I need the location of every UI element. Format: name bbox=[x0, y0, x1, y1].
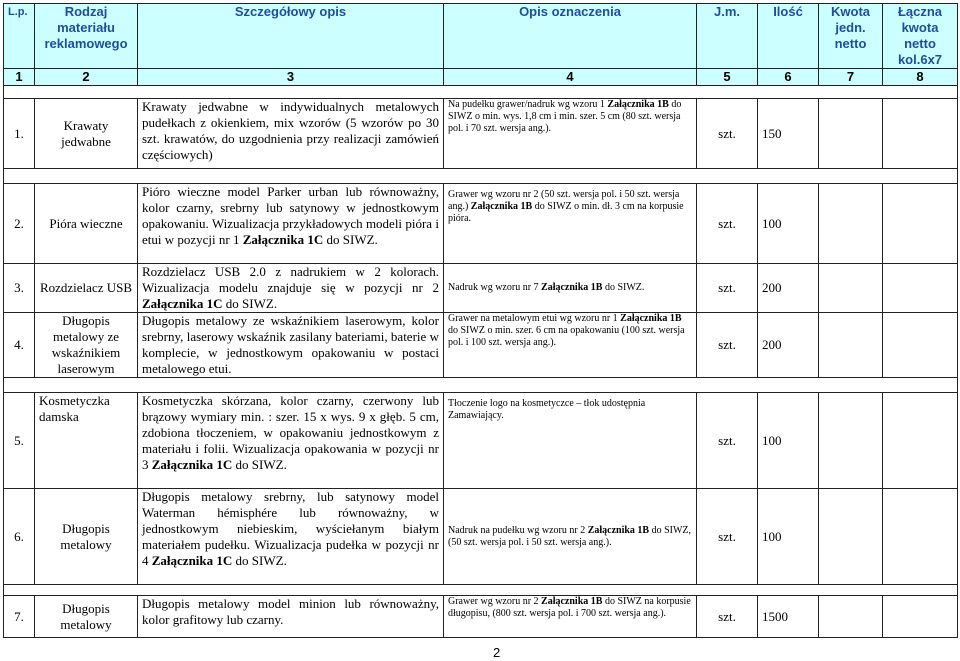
header-laczna: Łączna kwota netto kol.6x7 bbox=[883, 4, 958, 69]
row-material: Długopis metalowy bbox=[35, 596, 138, 638]
row-oznaczenia bbox=[444, 184, 697, 264]
row-lp: 1. bbox=[4, 99, 35, 169]
row-material: Rozdzielacz USB bbox=[35, 264, 138, 313]
row-oznaczenia bbox=[444, 264, 697, 313]
row-laczna bbox=[883, 393, 958, 489]
row-jm: szt. bbox=[697, 313, 758, 378]
row-ilosc: 200 bbox=[758, 264, 819, 313]
row-opis: Długopis metalowy model minion lub równoważny, kolor grafitowy lub czarny. bbox=[138, 596, 444, 638]
col-number: 7 bbox=[819, 69, 883, 86]
row-lp: 6. bbox=[4, 489, 35, 585]
row-oznaczenia: Tłoczenie logo na kosmetyczce – tłok udostępnia Zamawiający. bbox=[444, 393, 697, 489]
row-material: Pióra wieczne bbox=[35, 184, 138, 264]
text: do SIWZ na korpusie długopisu, (800 szt. wersja pol. i 700 szt. wersja ang.). bbox=[448, 596, 691, 619]
row-jm: szt. bbox=[697, 184, 758, 264]
specification-table bbox=[3, 3, 958, 638]
annex-ref: Załącznika 1B bbox=[607, 99, 669, 110]
header-opis: Szczegółowy opis bbox=[138, 4, 444, 69]
text: Grawer na metalowym etui wg wzoru nr 1 bbox=[448, 313, 621, 324]
row-kwota bbox=[819, 313, 883, 378]
header-row bbox=[4, 4, 958, 69]
annex-ref: Załącznika 1B bbox=[587, 524, 650, 536]
col-number: 1 bbox=[4, 69, 35, 86]
row-kwota bbox=[819, 596, 883, 638]
annex-ref: Załącznika 1B bbox=[620, 313, 682, 324]
col-number: 3 bbox=[138, 69, 444, 86]
table-row bbox=[4, 264, 958, 313]
text: do SIWZ o min. szer. 6 cm na opakowaniu (100 szt. wersja pol. i 100 szt. wersja ang.). bbox=[448, 325, 685, 348]
row-ilosc: 1500 bbox=[758, 596, 819, 638]
text: do SIWZ. bbox=[323, 232, 378, 247]
annex-ref: Załącznika 1B bbox=[541, 282, 603, 293]
row-ilosc: 150 bbox=[758, 99, 819, 169]
col-number: 4 bbox=[444, 69, 697, 86]
annex-ref: Załącznika 1B bbox=[541, 596, 603, 607]
text: do SIWZ o min. wys. 1,8 cm i min. szer. 5 cm (80 szt. wersja pol. i 70 szt. wersja ang.). bbox=[448, 99, 682, 134]
row-jm: szt. bbox=[697, 596, 758, 638]
row-ilosc: 100 bbox=[758, 393, 819, 489]
text: Nadruk na pudełku wg wzoru nr 2 bbox=[448, 524, 588, 536]
row-lp: 7. bbox=[4, 596, 35, 638]
text: Rozdzielacz USB 2.0 z nadrukiem w 2 kolorach. Wizualizacja modelu znajduje się w pozycji nr 2 bbox=[142, 264, 439, 295]
row-kwota bbox=[819, 489, 883, 585]
annex-ref: Załącznika 1C bbox=[242, 232, 324, 247]
row-kwota bbox=[819, 393, 883, 489]
column-number-row bbox=[4, 69, 958, 86]
text: Nadruk wg wzoru nr 7 bbox=[448, 282, 542, 293]
row-jm: szt. bbox=[697, 264, 758, 313]
row-laczna bbox=[883, 313, 958, 378]
row-ilosc: 200 bbox=[758, 313, 819, 378]
header-lp: L.p. bbox=[4, 4, 35, 69]
header-kwota: Kwota jedn. netto bbox=[819, 4, 883, 69]
table-row bbox=[4, 489, 958, 585]
col-number: 6 bbox=[758, 69, 819, 86]
annex-ref: Załącznika 1B bbox=[470, 201, 533, 212]
annex-ref: Załącznika 1C bbox=[151, 457, 233, 472]
text: Długopis metalowy srebrny, lub satynowy model Waterman hémisphére lub równoważny, w jednostkowym niebieskim, wyściełanym białym materiałem pudełku. Wizualizacja pudełka w pozycji nr 4 bbox=[142, 489, 439, 568]
page-number: 2 bbox=[493, 645, 501, 660]
row-laczna bbox=[883, 489, 958, 585]
row-opis bbox=[138, 264, 444, 313]
spacer-row bbox=[4, 86, 958, 99]
row-material: Długopis metalowy ze wskaźnikiem laserowym bbox=[35, 313, 138, 378]
row-opis: Długopis metalowy ze wskaźnikiem laserowym, kolor srebrny, laserowy wskaźnik zasilany bateriami, baterie w komplecie, w jednostkowym opakowaniu w postaci metalowego etui. bbox=[138, 313, 444, 378]
row-opis: Krawaty jedwabne w indywidualnych metalowych pudełkach z okienkiem, mix wzorów (5 wzorów po 30 szt. krawatów, do uzgodnienia przy realizacji zamówień częściowych) bbox=[138, 99, 444, 169]
row-material: Długopis metalowy bbox=[35, 489, 138, 585]
spacer-row bbox=[4, 378, 958, 393]
col-number: 2 bbox=[35, 69, 138, 86]
row-lp: 4. bbox=[4, 313, 35, 378]
row-jm: szt. bbox=[697, 99, 758, 169]
row-kwota bbox=[819, 184, 883, 264]
row-opis bbox=[138, 393, 444, 489]
text: do SIWZ. bbox=[232, 457, 287, 472]
text: Grawer wg wzoru nr 2 (50 szt. wersja pol. i 50 szt. wersja ang.) bbox=[448, 189, 680, 212]
row-lp: 3. bbox=[4, 264, 35, 313]
row-oznaczenia bbox=[444, 596, 697, 638]
table-row bbox=[4, 313, 958, 378]
header-material: Rodzaj materiału reklamowego bbox=[35, 4, 138, 69]
row-oznaczenia bbox=[444, 99, 697, 169]
spacer-row bbox=[4, 585, 958, 596]
text: do SIWZ, (50 szt. wersja pol. i 50 szt. wersja ang.). bbox=[448, 524, 692, 548]
table-row bbox=[4, 596, 958, 638]
row-laczna bbox=[883, 264, 958, 313]
row-ilosc: 100 bbox=[758, 489, 819, 585]
row-laczna bbox=[883, 184, 958, 264]
row-oznaczenia bbox=[444, 313, 697, 378]
text: do SIWZ o min. dł. 3 cm na korpusie pióra. bbox=[448, 201, 684, 224]
row-opis bbox=[138, 184, 444, 264]
row-oznaczenia bbox=[444, 489, 697, 585]
text: Grawer wg wzoru nr 2 bbox=[448, 596, 542, 607]
row-kwota bbox=[819, 99, 883, 169]
col-number: 5 bbox=[697, 69, 758, 86]
text: do SIWZ. bbox=[602, 282, 645, 293]
row-laczna bbox=[883, 596, 958, 638]
table-row bbox=[4, 393, 958, 489]
row-jm: szt. bbox=[697, 489, 758, 585]
row-kwota bbox=[819, 264, 883, 313]
spacer-row bbox=[4, 169, 958, 184]
row-lp: 2. bbox=[4, 184, 35, 264]
row-lp: 5. bbox=[4, 393, 35, 489]
row-jm: szt. bbox=[697, 393, 758, 489]
annex-ref: Załącznika 1C bbox=[142, 296, 223, 311]
text: Kosmetyczka skórzana, kolor czarny, czerwony lub brązowy wymiary min. : szer. 15 x wys. 9 x głęb. 5 cm, zdobiona tłoczeniem, w opakowaniu jednostkowym z materiału i folii. Wizualizacja opakowania w pozycji nr 3 bbox=[142, 393, 439, 472]
header-ilosc: Ilość bbox=[758, 4, 819, 69]
text: Pióro wieczne model Parker urban lub równoważny, kolor czarny, srebrny lub satynowy w jednostkowym opakowaniu. Wizualizacja przykładowych modeli pióra i etui w pozycji nr 1 bbox=[142, 184, 439, 247]
table-row bbox=[4, 99, 958, 169]
row-opis bbox=[138, 489, 444, 585]
text: do SIWZ. bbox=[232, 553, 287, 568]
row-material: Kosmetyczka damska bbox=[35, 393, 138, 489]
text: do SIWZ. bbox=[222, 296, 278, 311]
row-ilosc: 100 bbox=[758, 184, 819, 264]
annex-ref: Załącznika 1C bbox=[151, 553, 233, 568]
header-jm: J.m. bbox=[697, 4, 758, 69]
row-laczna bbox=[883, 99, 958, 169]
col-number: 8 bbox=[883, 69, 958, 86]
header-oznaczenia: Opis oznaczenia bbox=[444, 4, 697, 69]
table-row bbox=[4, 184, 958, 264]
row-material: Krawaty jedwabne bbox=[35, 99, 138, 169]
text: Na pudełku grawer/nadruk wg wzoru 1 bbox=[448, 99, 608, 110]
